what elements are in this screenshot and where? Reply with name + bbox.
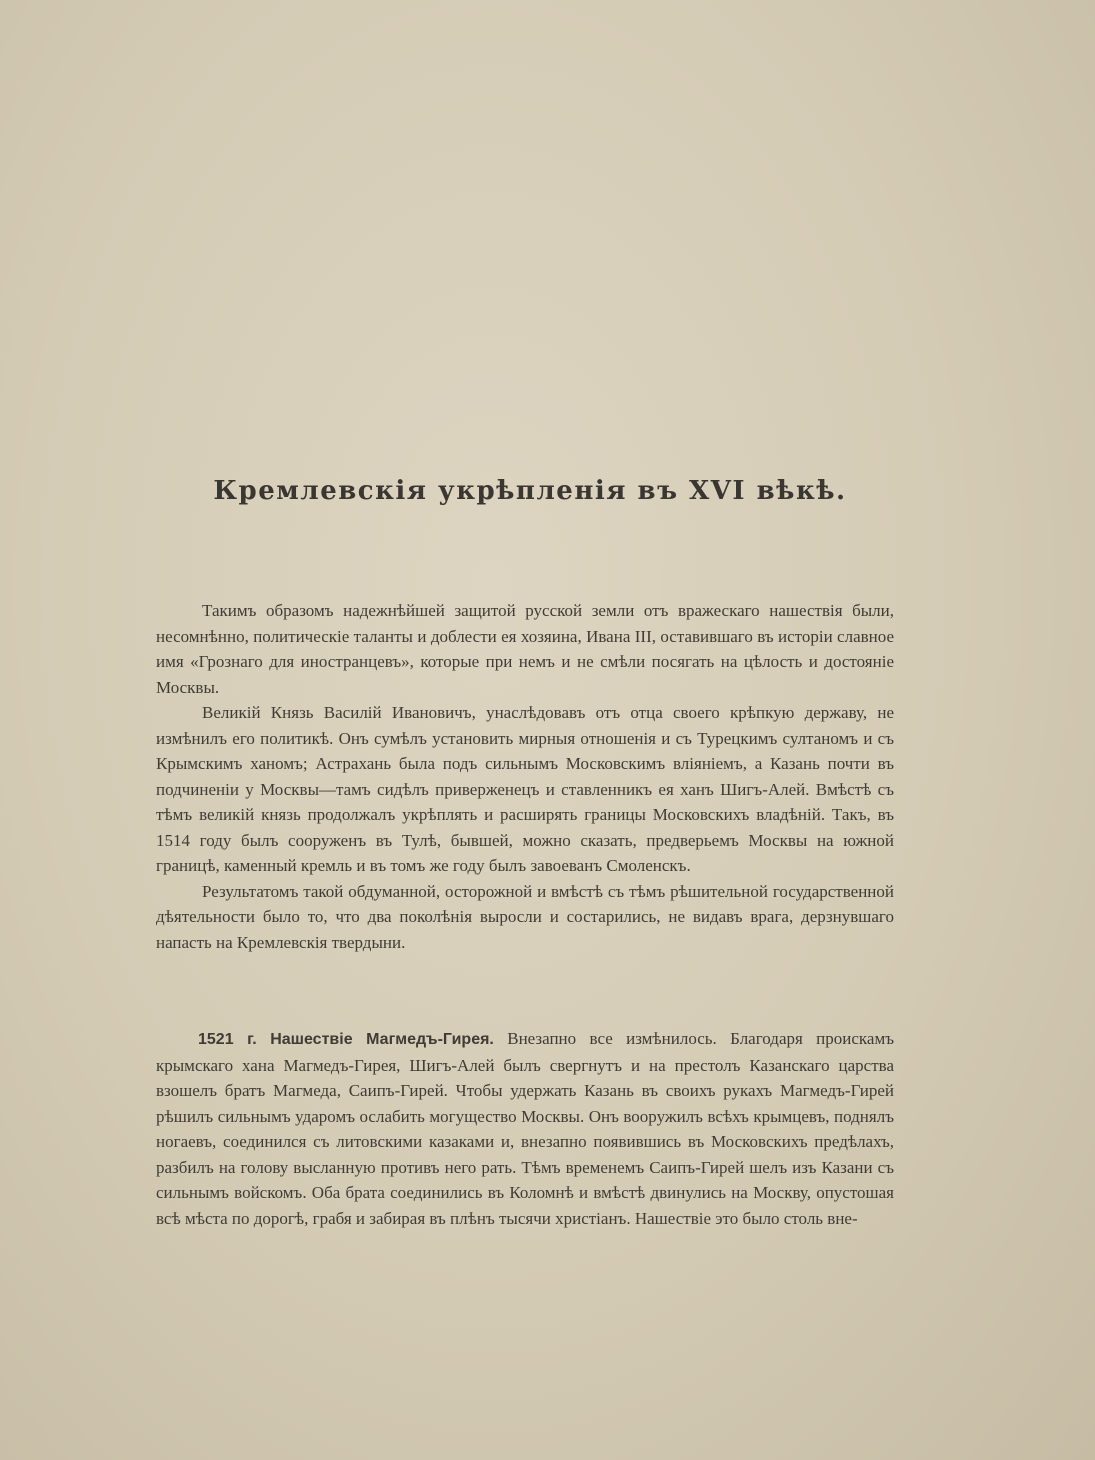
paragraph-2: Великій Князь Василій Ивановичъ, унаслѣдовавъ отъ отца своего крѣпкую державу, не измѣнилъ его политикѣ. Онъ сумѣлъ установить мирныя отношенія и съ Турецкимъ султаномъ и съ Крымскимъ ханомъ; Астрахань была подъ сильнымъ Московскимъ вліяніемъ, а Казань почти въ подчиненіи у Москвы—тамъ сидѣлъ приверженецъ и ставленникъ ея ханъ Шигъ-Алей. Вмѣстѣ съ тѣмъ великій князь продолжалъ укрѣплять и расширять границы Московскихъ владѣній. Такъ, въ 1514 году былъ сооруженъ въ Тулѣ, бывшей, можно сказать, предверьемъ Москвы на южной границѣ, каменный кремль и въ томъ же году былъ завоеванъ Смоленскъ. [156, 703, 894, 875]
section-heading: 1521 г. Нашествіе Магмедъ-Гирея. [198, 1031, 494, 1048]
section-paragraph [156, 1026, 894, 1231]
page-title: Кремлевскія укрѣпленія въ XVI вѣкѣ. [213, 476, 847, 506]
paragraph-3: Результатомъ такой обдуманной, осторожной и вмѣстѣ съ тѣмъ рѣшительной государственной дѣятельности было то, что два поколѣнія выросли и состарились, не видавъ врага, дерзнувшаго напасть на Кремлевскія твердыни. [156, 881, 894, 952]
section-1521 [156, 1026, 894, 1231]
intro-text [156, 598, 894, 955]
section-text: Внезапно все измѣнилось. Благодаря проискамъ крымскаго хана Магмедъ-Гирея, Шигъ-Алей былъ свергнутъ и на престолъ Казанскаго царства взошелъ братъ Магмеда, Саипъ-Гирей. Чтобы удержать Казань въ своихъ рукахъ Магмедъ-Гирей рѣшилъ сильнымъ ударомъ ослабить могущество Москвы. Онъ вооружилъ всѣхъ крымцевъ, поднялъ ногаевъ, соединился съ литовскими казаками и, внезапно появившись въ Московскихъ предѣлахъ, разбилъ на голову высланную противъ него рать. Тѣмъ временемъ Саипъ-Гирей шелъ изъ Казани съ сильнымъ войскомъ. Оба брата соединились въ Коломнѣ и вмѣстѣ двинулись на Москву, опустошая всѣ мѣста по дорогѣ, грабя и забирая въ плѣнъ тысячи христіанъ. Нашествіе это было столь вне- [156, 1029, 894, 1228]
paragraph-1: Такимъ образомъ надежнѣйшей защитой русской земли отъ вражескаго нашествія были, несомнѣнно, политическіе таланты и доблести ея хозяина, Ивана III, оставившаго въ исторіи славное имя «Грознаго для иностранцевъ», которые при немъ и не смѣли посягать на цѣлость и достояніе Москвы. [156, 601, 894, 697]
